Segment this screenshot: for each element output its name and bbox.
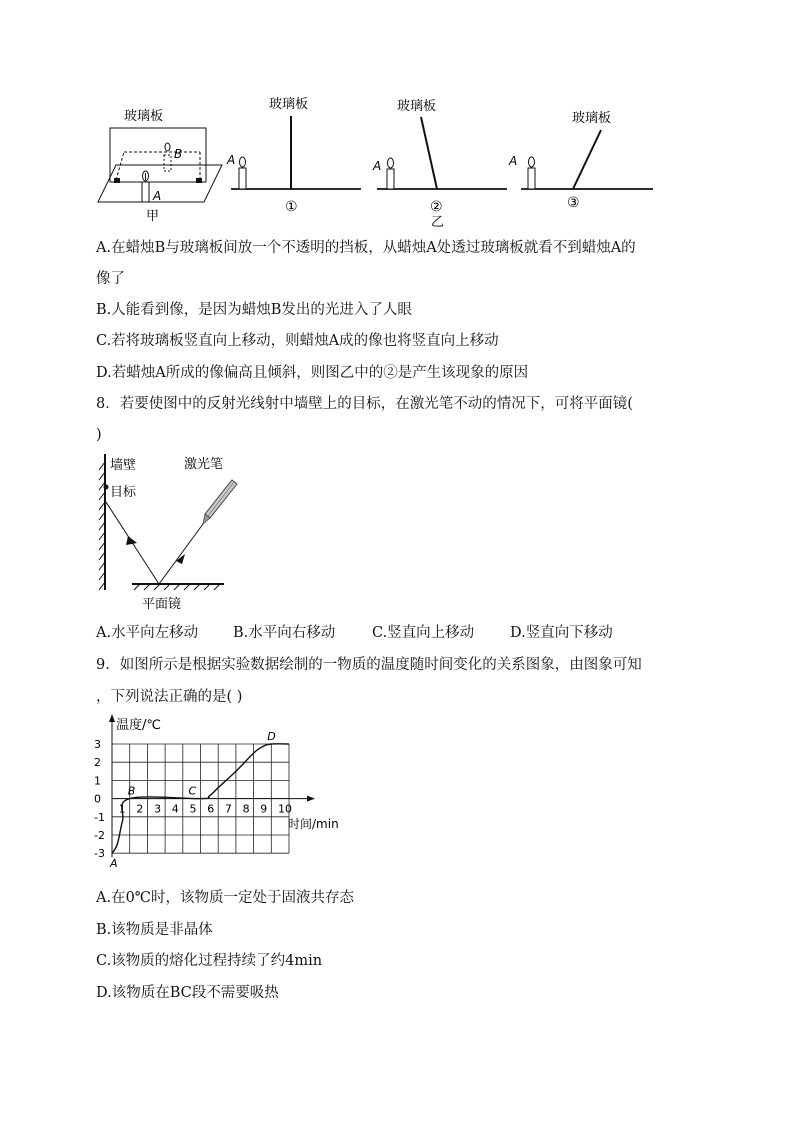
point-label-b: B [127,784,136,798]
q7-option-c: C.若将玻璃板竖直向上移动，则蜡烛A成的像也将竖直向上移动 [96,333,499,349]
q9-option-a: A.在0℃时，该物质一定处于固液共存态 [96,890,355,906]
mirror-label: 平面镜 [142,597,182,612]
q9-chart [92,710,362,880]
figure-yi-caption: 乙 [431,215,445,228]
glass-label: 玻璃板 [124,109,164,124]
glass-label-1: 玻璃板 [269,97,309,112]
x-tick-label: 10 [278,802,292,816]
candle-label-2: A [373,159,382,173]
panel-num-2: ② [430,199,443,215]
point-label-a: A [110,857,118,871]
candle-label-3: A [509,154,518,168]
y-tick-label: 1 [94,774,101,788]
glass-plate [110,128,206,182]
x-tick-label: 9 [260,802,268,816]
q9-stem: 9．如图所示是根据实验数据绘制的一物质的温度随时间变化的关系图象，由图象可知 [96,657,642,673]
y-axis-arrow [109,714,115,722]
y-tick-label: -1 [94,810,105,824]
candle-b [164,155,171,171]
candle-a [142,182,149,202]
laser-pen-icon [203,480,237,524]
figure-jia-caption: 甲 [146,209,160,224]
candle-label-1: A [227,153,236,167]
x-tick-label: 5 [189,802,197,816]
q8-stem-cont: ) [96,427,102,443]
x-axis-arrow [307,796,315,802]
candle-b-label: B [174,147,183,161]
target-dot [104,485,109,490]
y-tick-label: 0 [94,792,101,806]
figure-yi [225,92,660,228]
q7-option-a-cont: 像了 [96,271,125,287]
y-tick-label: 3 [94,738,101,751]
figure-q8 [92,450,242,618]
point-label-c: C [188,784,197,798]
q9-option-c: C.该物质的熔化过程持续了约4min [96,953,323,969]
chart-xlabel: 时间/min [288,817,339,831]
glass-label-2: 玻璃板 [397,99,437,114]
target-label: 目标 [110,485,137,500]
x-tick-label: 8 [242,802,250,816]
q8-option-d: D.竖直向下移动 [510,625,613,641]
q8-option-c: C.竖直向上移动 [372,625,475,641]
q8-stem: 8．若要使图中的反射光线射中墙壁上的目标，在激光笔不动的情况下，可将平面镜( [96,396,633,412]
q8-option-a: A.水平向左移动 [96,625,199,641]
q9-option-d: D.该物质在BC段不需要吸热 [96,985,279,1001]
y-tick-label: -3 [94,847,105,861]
panel-num-3: ③ [567,195,580,211]
y-tick-label: -2 [94,829,105,842]
q9-option-b: B.该物质是非晶体 [96,922,213,938]
x-tick-label: 4 [171,802,179,816]
wall-label: 墙壁 [110,458,137,473]
q7-option-a: A.在蜡烛B与玻璃板间放一个不透明的挡板，从蜡烛A处透过玻璃板就看不到蜡烛A的 [96,240,636,256]
y-tick-label: 2 [94,756,101,770]
incident-ray [159,524,203,584]
q9-stem-cont: ，下列说法正确的是( ) [96,689,243,705]
x-tick-label: 7 [224,802,232,816]
point-label-d: D [267,730,276,743]
candle-a-label: A [153,189,162,203]
panel-num-1: ① [285,199,298,215]
glass-label-3: 玻璃板 [572,111,612,126]
laser-label: 激光笔 [184,457,224,472]
x-tick-label: 3 [154,802,162,816]
q8-option-b: B.水平向右移动 [233,625,336,641]
chart-ylabel: 温度/℃ [116,718,161,733]
x-tick-label: 6 [207,802,215,816]
glass-holder-right [196,178,202,183]
x-tick-label: 2 [136,802,144,816]
figure-jia [96,100,236,225]
glass-holder-left [114,178,120,183]
x-tick-label: 1 [118,802,126,816]
q7-option-d: D.若蜡烛A所成的像偏高且倾斜，则图乙中的②是产生该现象的原因 [96,365,529,381]
q7-option-b: B.人能看到像，是因为蜡烛B发出的光进入了人眼 [96,302,412,318]
